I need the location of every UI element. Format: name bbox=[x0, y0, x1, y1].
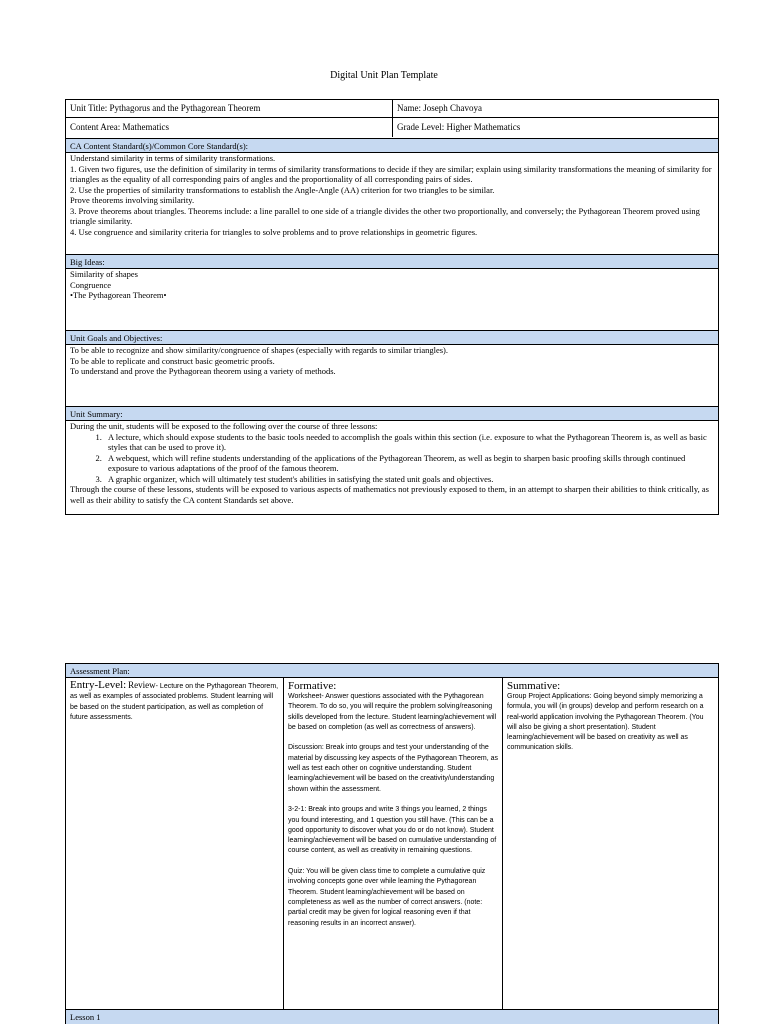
document-title: Digital Unit Plan Template bbox=[330, 70, 438, 81]
goal-item: To be able to replicate and construct basic geometric proofs. bbox=[70, 355, 275, 366]
summary-item: 1. A lecture, which should expose students to the basic tools needed to accomplish the goals within this section (i.e. exposure to what the Pythagorean Theorem is, as well as basic styles that can be used to prove it). bbox=[104, 432, 714, 453]
standards-line: 4. Use congruence and similarity criteria for triangles to solve problems and to prove relationships in geometric figures. bbox=[70, 226, 478, 237]
summary-body bbox=[66, 421, 718, 514]
unit-plan-table bbox=[65, 99, 719, 515]
content-area-cell: Content Area: Mathematics bbox=[66, 118, 393, 137]
name-cell: Name: Joseph Chavoya bbox=[397, 103, 482, 113]
lesson-header: Lesson 1 bbox=[66, 1010, 718, 1024]
standards-line: 1. Given two figures, use the definition of similarity in terms of similarity transformations to decide if they are similar; explain using similarity transformations the meaning of similarity for triangles as the equality of all corresponding pairs of angles and the proportionality of all corresponding pairs of sides. bbox=[70, 163, 712, 184]
summary-outro: Through the course of these lessons, students will be exposed to various aspects of mathematics not previously exposed to them, in an attempt to sharpen their abilities to think critically, as well as their ability to satisfy the CA content Standards set above. bbox=[70, 484, 709, 505]
entry-level-title: Entry-Level: bbox=[70, 679, 127, 691]
big-idea-item: Congruence bbox=[70, 279, 112, 290]
summative-column bbox=[503, 678, 718, 1009]
formative-title: Formative: bbox=[288, 680, 337, 692]
entry-level-text: - Lecture on the Pythagorean Theorem, as well as examples of associated problems. Student learning will be based on the student participation, as well as completion of future assessments. bbox=[70, 683, 279, 721]
formative-paragraph: Discussion: Break into groups and test your understanding of the material by discussing key aspects of the Pythagorean Theorem, as well as test each other on cognitive understanding. Student learning/achievement will be based on the creativity/understanding shown within the assessment. bbox=[288, 744, 498, 793]
standards-body bbox=[66, 153, 718, 255]
standards-line: Understand similarity in terms of similarity transformations. bbox=[70, 153, 276, 163]
formative-column bbox=[284, 678, 503, 1009]
goals-body bbox=[66, 345, 718, 407]
summary-header: Unit Summary: bbox=[66, 407, 718, 421]
assessment-header: Assessment Plan: bbox=[66, 664, 718, 678]
summary-list bbox=[70, 432, 714, 485]
assessment-columns bbox=[66, 678, 718, 1010]
summative-text: Group Project Applications: Going beyond simply memorizing a formula, you will (in groups) develop and perform research on a real-world application involving the Pythagorean Theorem. (You will also be giving a short presentation). Student learning/achievement will be based on creativity as well as communication skills. bbox=[507, 693, 704, 752]
standards-line: 3. Prove theorems about triangles. Theorems include: a line parallel to one side of a triangle divides the other two proportionally, and conversely; the Pythagorean Theorem proved using triangle similarity. bbox=[70, 205, 700, 226]
assessment-table bbox=[65, 663, 719, 1024]
summary-intro: During the unit, students will be exposed to the following over the course of three lessons: bbox=[70, 421, 378, 431]
entry-level-column bbox=[66, 678, 284, 1009]
standards-line: Prove theorems involving similarity. bbox=[70, 195, 195, 205]
formative-paragraph: 3-2-1: Break into groups and write 3 things you learned, 2 things you found interesting, and 1 question you still have. (This can be a good opportunity to discover what you do or do not know). Student learning/achievement will be based on cumulative understanding of course content, as well as creativity in remaining questions. bbox=[288, 806, 497, 855]
formative-paragraph: Worksheet- Answer questions associated with the Pythagorean Theorem. To do so, you will require the problem solving/reasoning skills developed from the lecture. Student learning/achievement will be based on completion (as well as correctness of answers). bbox=[288, 693, 497, 731]
summary-item: 2. A webquest, which will refine students understanding of the applications of the Pythagorean Theorem, as well as begin to sharpen basic proofing skills through continued exposure to various adaptations of the proof of the famous theorem. bbox=[104, 453, 714, 474]
standards-header: CA Content Standard(s)/Common Core Standard(s): bbox=[66, 139, 718, 153]
goal-item: To understand and prove the Pythagorean theorem using a variety of methods. bbox=[70, 366, 336, 376]
big-ideas-body bbox=[66, 269, 718, 331]
big-idea-item: Similarity of shapes bbox=[70, 269, 138, 279]
summary-item: 3. A graphic organizer, which will ultimately test student's abilities in satisfying the stated unit goals and objectives. bbox=[104, 474, 714, 485]
summative-title: Summative: bbox=[507, 680, 561, 692]
unit-title-cell: Unit Title: Pythagorus and the Pythagorean Theorem bbox=[66, 100, 393, 117]
formative-paragraph: Quiz: You will be given class time to complete a cumulative quiz involving concepts gone over while learning the Pythagorean Theorem. Student learning/achievement will be based on completeness as well as the number of correct answers. (note: partial credit may be given for logical reasoning even if that reasoning results in an incorrect answer). bbox=[288, 868, 486, 927]
goal-item: To be able to recognize and show similarity/congruence of shapes (especially with regards to similar triangles). bbox=[70, 345, 449, 355]
entry-level-review: Review bbox=[128, 680, 156, 690]
goals-header: Unit Goals and Objectives: bbox=[66, 331, 718, 345]
standards-line: 2. Use the properties of similarity transformations to establish the Angle-Angle (AA) criterion for two triangles to be similar. bbox=[70, 184, 495, 195]
big-ideas-header: Big Ideas: bbox=[66, 255, 718, 269]
content-grade-row bbox=[66, 118, 718, 139]
grade-level-cell: Grade Level: Higher Mathematics bbox=[397, 122, 521, 132]
big-idea-item: •The Pythagorean Theorem• bbox=[70, 290, 167, 300]
unit-info-row bbox=[66, 100, 718, 118]
